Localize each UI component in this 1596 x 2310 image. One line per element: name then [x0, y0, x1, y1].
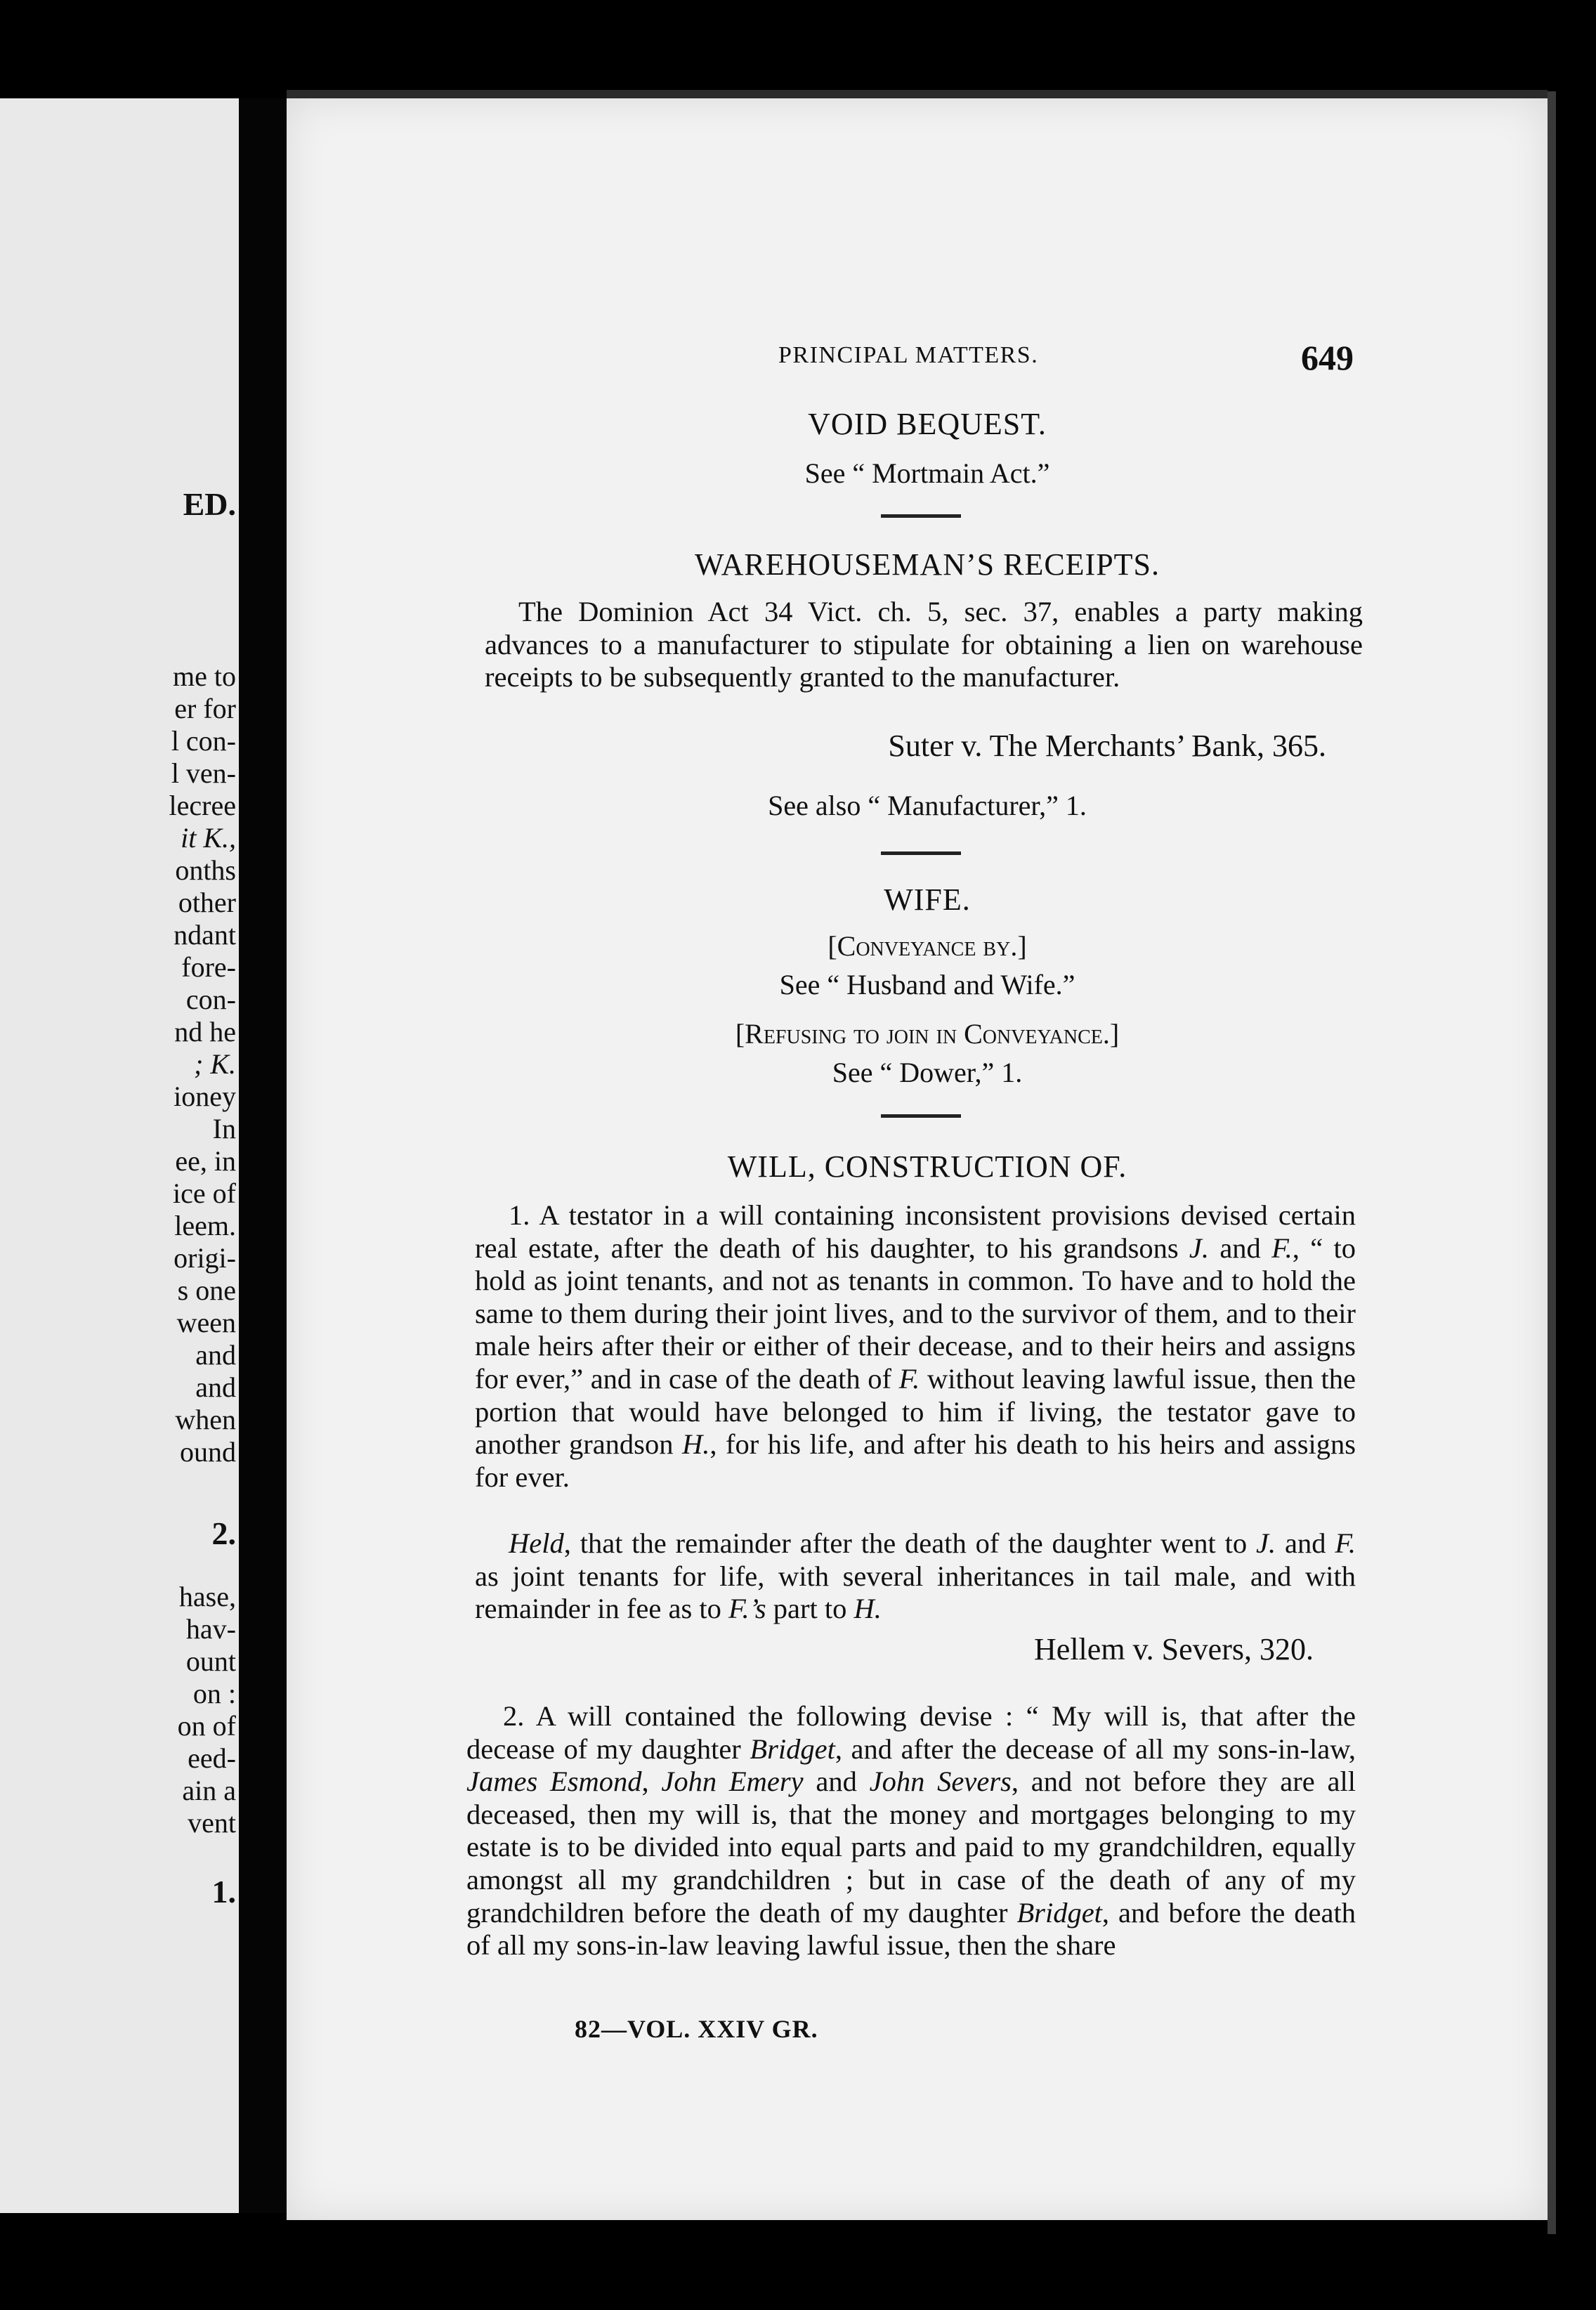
previous-page-line: er for — [174, 693, 236, 724]
previous-page-line: and — [195, 1371, 236, 1403]
previous-page-line: ioney — [174, 1081, 236, 1112]
previous-page-line: onths — [175, 854, 236, 886]
section-title-warehouseman: WAREHOUSEMAN’S RECEIPTS. — [694, 547, 1160, 582]
section-divider — [881, 851, 961, 855]
section-divider — [881, 514, 961, 518]
previous-page-line: ound — [180, 1436, 236, 1468]
previous-page-line: origi- — [174, 1242, 236, 1274]
binding-gutter — [239, 98, 288, 2213]
see-also-manufacturer: See also “ Manufacturer,” 1. — [768, 790, 1087, 821]
previous-page-line: con- — [185, 984, 236, 1015]
page-number: 649 — [1301, 338, 1354, 377]
previous-page-text — [0, 98, 239, 2213]
previous-page-line: ; K. — [194, 1048, 236, 1080]
previous-page-line: 2. — [211, 1515, 236, 1551]
previous-page-line: ice of — [173, 1177, 236, 1209]
previous-page-line: l con- — [171, 725, 236, 757]
signature-mark: 82—VOL. XXIV GR. — [575, 2015, 818, 2043]
previous-page-line: leem. — [174, 1210, 236, 1241]
section-title-wife: WIFE. — [884, 882, 971, 917]
running-head: PRINCIPAL MATTERS. — [778, 342, 1039, 368]
previous-page-line: vent — [188, 1807, 236, 1839]
previous-page-line: it K., — [181, 822, 236, 854]
section-divider — [881, 1114, 961, 1118]
previous-page-line: other — [178, 887, 236, 918]
section-title-void-bequest: VOID BEQUEST. — [808, 407, 1047, 441]
previous-page-line: eed- — [188, 1742, 236, 1774]
previous-page-line: on : — [192, 1678, 236, 1709]
previous-page-line: In — [212, 1113, 236, 1144]
case-citation-suter: Suter v. The Merchants’ Bank, 365. — [888, 729, 1326, 763]
previous-page-line: 1. — [211, 1874, 236, 1910]
previous-page-line: hav- — [185, 1613, 236, 1645]
see-reference-mortmain: See “ Mortmain Act.” — [804, 457, 1050, 489]
previous-page-line: l ven- — [171, 757, 236, 789]
previous-page-line: fore- — [181, 951, 236, 983]
previous-page-line: lecree — [169, 790, 236, 821]
previous-page-line: ount — [185, 1645, 236, 1677]
paragraph-will-1: 1. A testator in a will containing inconsistent provisions devised certain real estate, after the death of his daughter, to his grandsons J. and F., “ to hold as joint tenants, and not as tenants in common. To have and to hold the same to them during their joint lives, and to the survivor of them, and to their male heirs after their or either of their decease, and to their heirs and assigns for ever,” and in case of the death of F. without leaving lawful issue, then the portion that would have belonged to him if living, the testator gave to another grandson H., for his life, and after his death to his heirs and assigns for ever. — [475, 1199, 1356, 1493]
paragraph-will-held: Held, that the remainder after the death of the daughter went to J. and F. as joint tenants for life, with several inheritances in tail male, and with remainder in fee as to F.’s part to H. — [475, 1527, 1356, 1625]
previous-page-line: ain a — [182, 1775, 236, 1806]
previous-page-line: and — [195, 1339, 236, 1371]
previous-page-line: ndant — [174, 919, 236, 951]
previous-page-line: on of — [177, 1710, 236, 1742]
see-reference-husband-and-wife: See “ Husband and Wife.” — [779, 969, 1075, 1000]
page-right-edge — [1548, 91, 1556, 2234]
previous-page-line: ween — [176, 1307, 236, 1338]
subheading-refusing-to-join: [Refusing to join in Conveyance.] — [735, 1018, 1120, 1050]
previous-page-line: nd he — [174, 1016, 236, 1048]
previous-page-line: s one — [177, 1274, 236, 1306]
previous-page-line: me to — [173, 660, 236, 692]
case-citation-hellem: Hellem v. Severs, 320. — [1034, 1632, 1314, 1666]
previous-page-fragment — [0, 98, 239, 2213]
previous-page-line: ED. — [183, 486, 236, 522]
see-reference-dower: See “ Dower,” 1. — [832, 1057, 1023, 1088]
previous-page-line: ee, in — [175, 1145, 236, 1177]
paragraph-will-2: 2. A will contained the following devise : “ My will is, that after the decease of my daughter Bridget, and after the decease of all my sons-in-law, James Esmond, John Emery and John Severs, and not before they are all deceased, then my will is, that the money and mortgages belonging to my estate is to be divided into equal parts and paid to my grandchildren, equally amongst all my grandchildren ; but in case of the death of any of my grandchildren before the death of my daughter Bridget, and before the death of all my sons-in-law leaving lawful issue, then the share — [466, 1700, 1356, 1962]
paragraph-warehouseman: The Dominion Act 34 Vict. ch. 5, sec. 37, enables a party making advances to a manufacturer to stipulate for obtaining a lien on warehouse receipts to be subsequently granted to the manufacturer. — [485, 596, 1363, 693]
previous-page-line: when — [175, 1404, 236, 1435]
previous-page-line: hase, — [178, 1581, 236, 1612]
section-title-will-construction: WILL, CONSTRUCTION OF. — [727, 1149, 1127, 1184]
subheading-conveyance-by: [Conveyance by.] — [828, 930, 1027, 962]
